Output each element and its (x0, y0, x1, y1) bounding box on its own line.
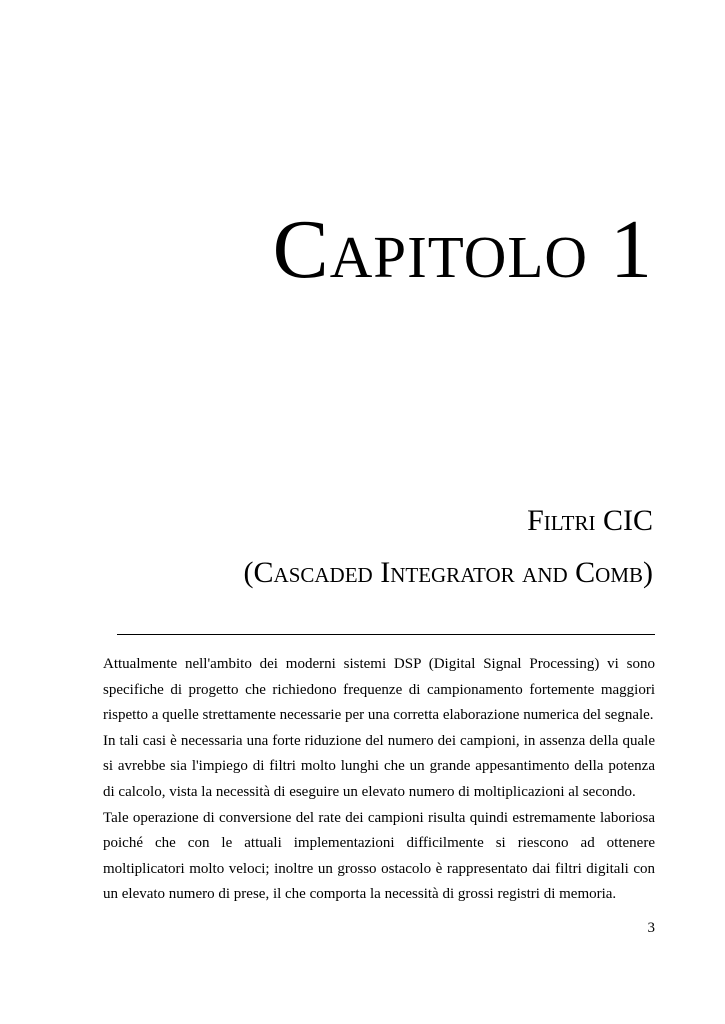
chapter-title: Capitolo 1 (272, 203, 653, 296)
chapter-subtitle-expansion: (Cascaded Integrator and Comb) (243, 556, 653, 589)
horizontal-rule (117, 634, 655, 635)
body-text (103, 652, 655, 908)
chapter-subtitle: Filtri CIC (527, 504, 653, 537)
page-number: 3 (647, 920, 655, 936)
paragraph: In tali casi è necessaria una forte riduzione del numero dei campioni, in assenza della quale si avrebbe sia l'impiego di filtri molto lunghi che un grande appesantimento della potenza di calcolo, vista la necessità di eseguire un elevato numero di moltiplicazioni al secondo. (103, 732, 655, 800)
paragraph: Attualmente nell'ambito dei moderni sistemi DSP (Digital Signal Processing) vi sono specifiche di progetto che richiedono frequenze di campionamento fortemente maggiori rispetto a quelle strettamente necessarie per una corretta elaborazione numerica del segnale. (103, 656, 655, 724)
paragraph: Tale operazione di conversione del rate dei campioni risulta quindi estremamente laboriosa poiché che con le attuali implementazioni difficilmente si riescono ad ottenere moltiplicatori molto veloci; inoltre un grosso ostacolo è rappresentato dai filtri digitali con un elevato numero di prese, il che comporta la necessità di grossi registri di memoria. (103, 809, 655, 903)
